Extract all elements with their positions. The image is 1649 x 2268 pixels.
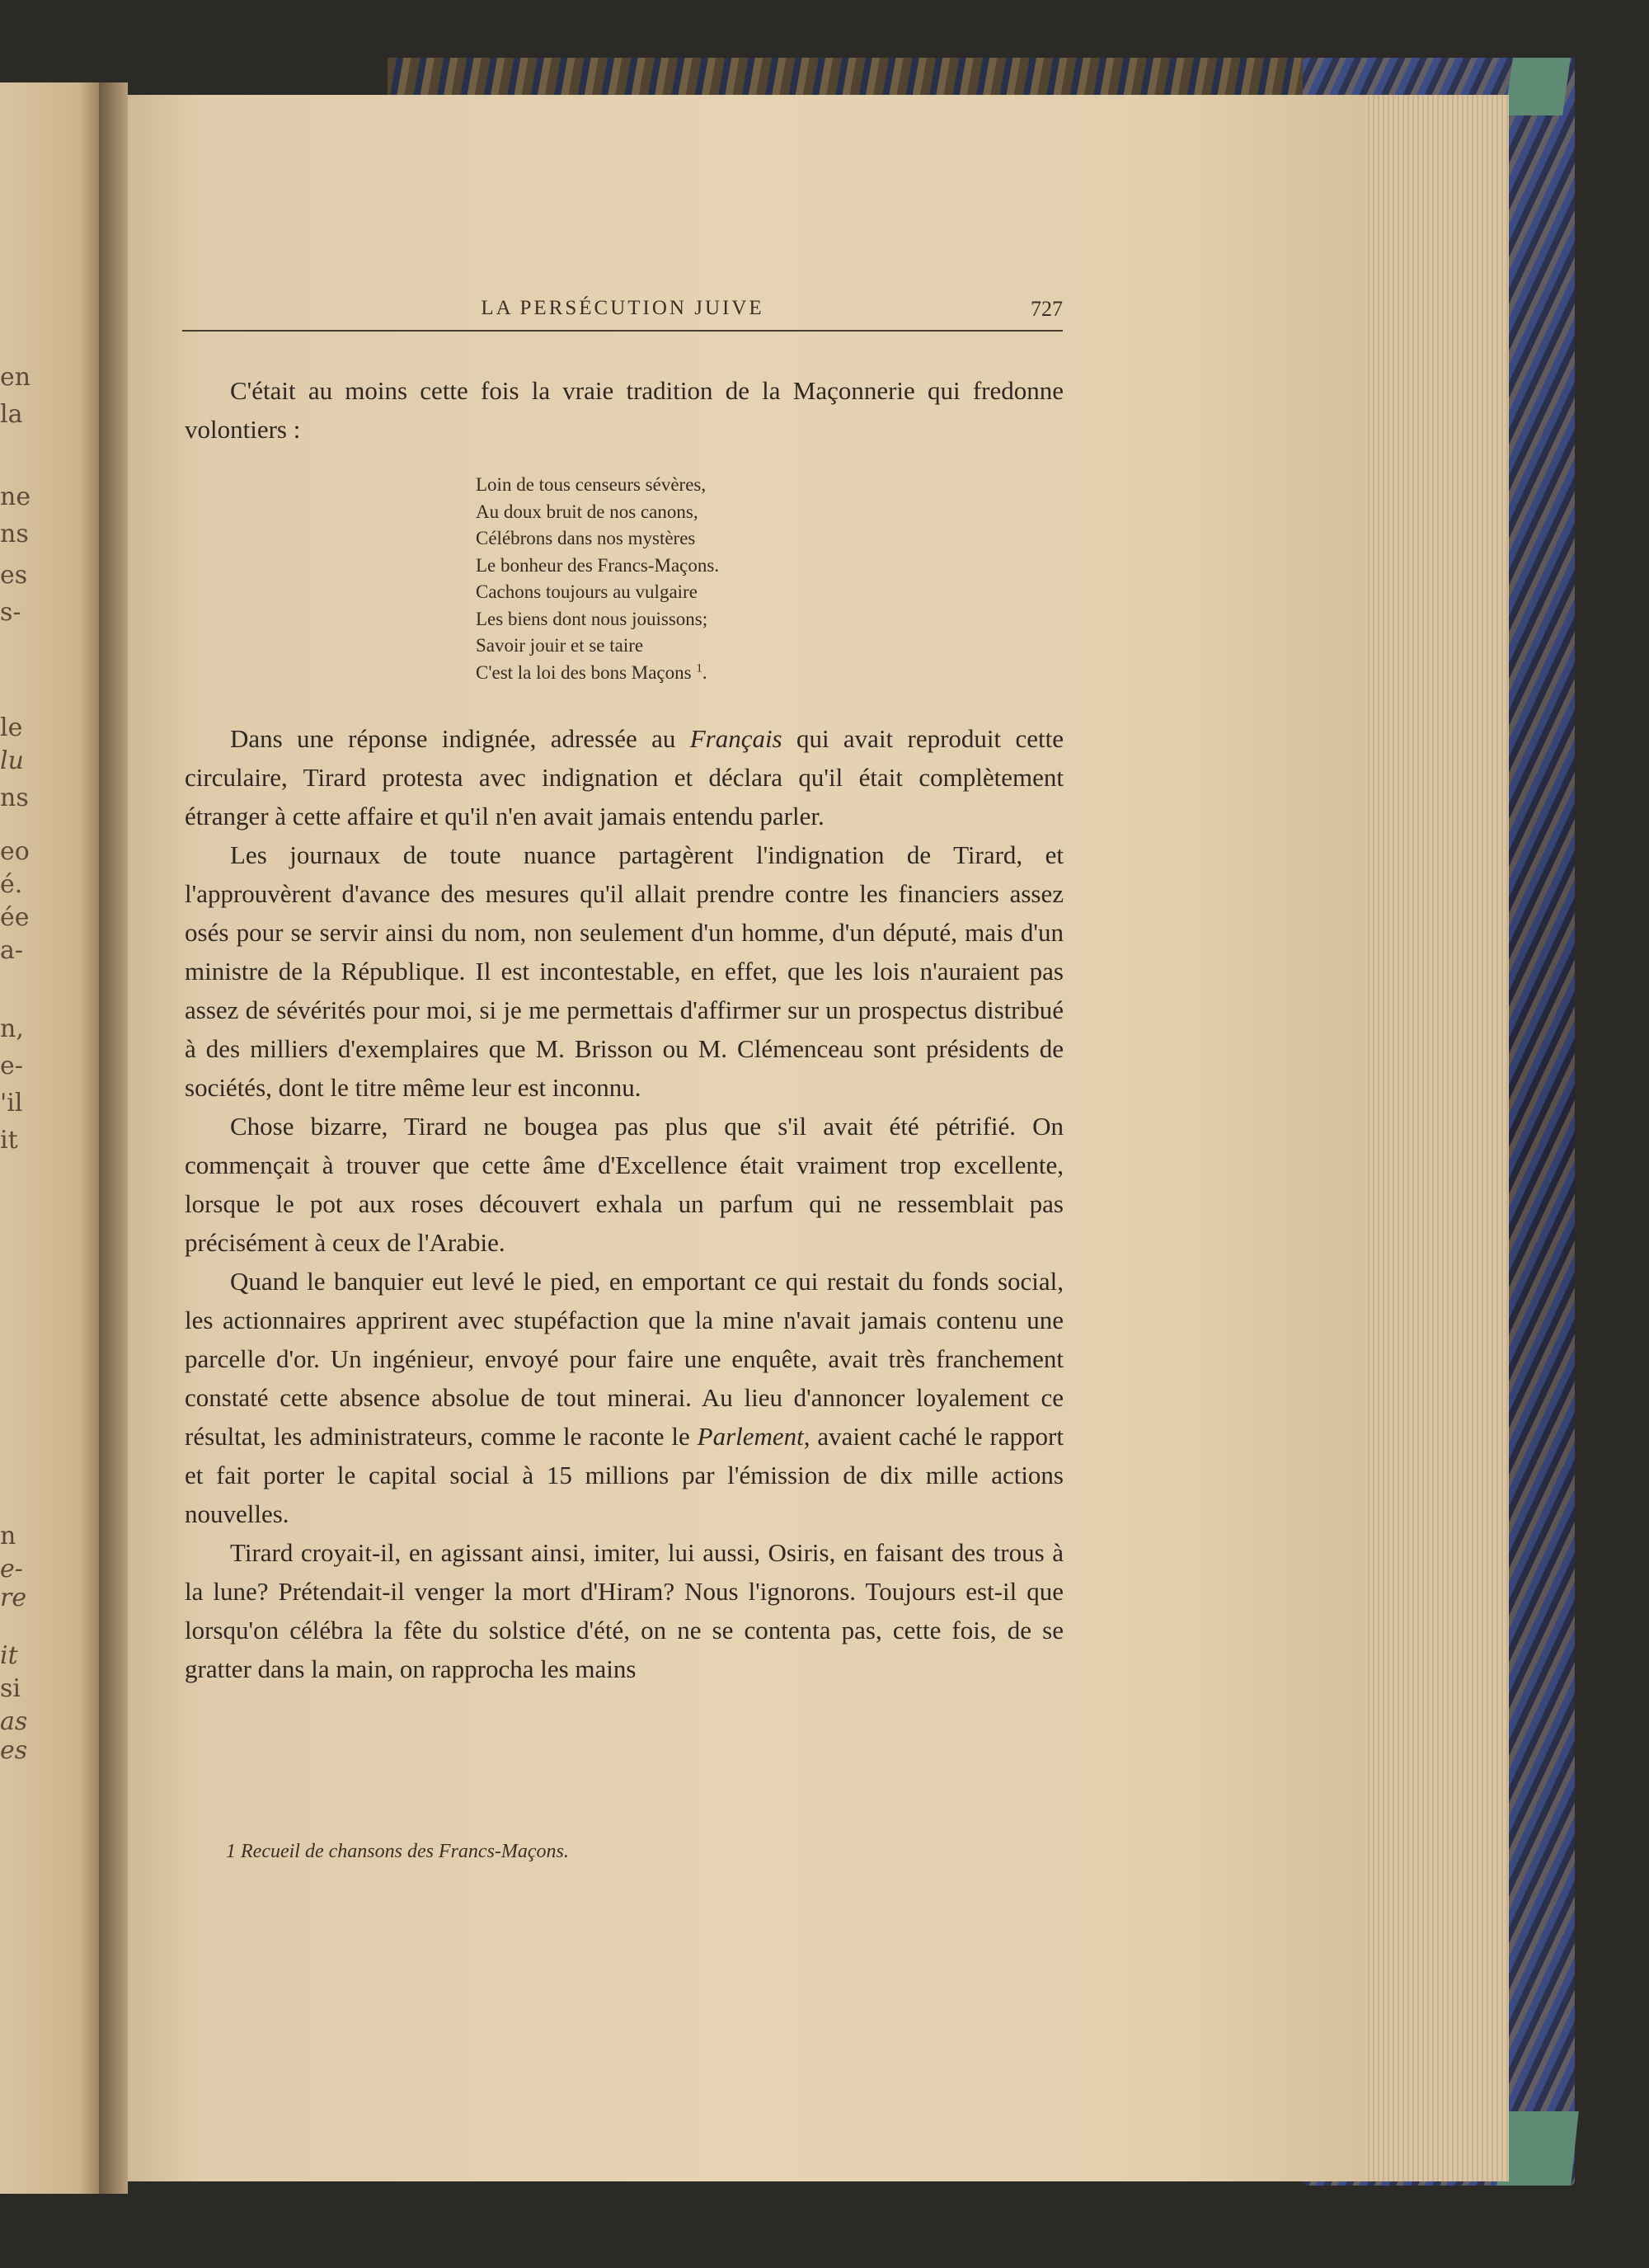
poem-line: Savoir jouir et se taire: [476, 635, 644, 656]
poem-line: Loin de tous censeurs sévères,: [476, 474, 707, 495]
book-gutter: [99, 82, 128, 2194]
newspaper-title: Parlement: [697, 1422, 804, 1451]
paragraph-text: qui avait reproduit cette circulaire, Tirard protesta avec indignation et déclara qu'il était complètement étranger à cette affaire et qu'il n'en avait jamais entendu parler.: [185, 724, 1064, 831]
fragment: it: [0, 1641, 18, 1670]
newspaper-title: Français: [689, 724, 782, 753]
intro-paragraph: C'était au moins cette fois la vraie tradition de la Maçonnerie qui fredonne volontiers :: [185, 376, 1064, 444]
body-text: [185, 371, 1064, 1688]
poem-line: C'est la loi des bons Maçons $^1$.: [476, 661, 707, 683]
poem-line: Au doux bruit de nos canons,: [476, 501, 698, 522]
fragment: a-: [0, 936, 24, 965]
fragment: 'il: [0, 1089, 23, 1118]
paragraph-text: , avaient caché le rapport et fait porter le capital social à 15 millions par l'émission de dix mille actions nouvelles.: [185, 1422, 1064, 1528]
poem-line: Les biens dont nous jouissons;: [476, 608, 708, 629]
footnote-mark: 1: [226, 1841, 236, 1862]
paragraph-tirard: Tirard croyait-il, en agissant ainsi, imiter, lui aussi, Osiris, en faisant des trous à la lune? Prétendait-il venger la mort d'Hiram? Nous l'ignorons. Toujours est-il que lorsqu'on célébra la fête du solstice d'été, on ne se contenta pas, cette fois, de se gratter dans la main, on rapprocha les mains: [185, 1538, 1064, 1683]
previous-page-edge: [0, 82, 99, 2194]
fragment: lu: [0, 746, 24, 775]
footnote-reference: 1: [696, 661, 702, 675]
fragment: n,: [0, 1014, 24, 1043]
fragment: si: [0, 1674, 21, 1703]
fragment: es: [0, 561, 28, 590]
fragment: ée: [0, 903, 30, 932]
page-number: 727: [1031, 297, 1063, 321]
running-head-title: LA PERSÉCUTION JUIVE: [481, 297, 764, 319]
fragment: ne: [0, 482, 31, 511]
paragraph-journaux: Les journaux de toute nuance partagèrent l'indignation de Tirard, et l'approuvèrent d'avance des mesures qu'il allait prendre contre les financiers assez osés pour se servir ainsi du nom, non seulement d'un homme, d'un député, mais d'un ministre de la République. Il est incontestable, en effet, que les lois n'auraient pas assez de sévérités pour moi, si je me permettais d'affirmer sur un prospectus distribué à des milliers d'exemplaires que M. Brisson ou M. Clémenceau sont présidents de sociétés, dont le titre même leur est inconnu.: [185, 840, 1064, 1102]
paragraph-reponse: [185, 719, 1064, 835]
paragraph-chose-bizarre: Chose bizarre, Tirard ne bougea pas plus que s'il avait été pétrifié. On commençait à trouver que cette âme d'Excellence était vraiment trop excellente, lorsque le pot aux roses découvert exhala un parfum qui ne ressemblait pas précisément à ceux de l'Arabie.: [185, 1112, 1064, 1257]
fragment: e-: [0, 1555, 23, 1583]
poem-line: Le bonheur des Francs-Maçons.: [476, 554, 720, 576]
fragment: la: [0, 400, 23, 429]
fragment: es: [0, 1736, 28, 1765]
fragment: s-: [0, 598, 21, 627]
paragraph-text: Quand le banquier eut levé le pied, en emportant ce qui restait du fonds social, les actionnaires apprirent avec stupéfaction que la mine n'avait jamais contenu une parcelle d'or. Un ingénieur, envoyé pour faire une enquête, avait très franchement constaté cette absence absolue de tout minerai. Au lieu d'annoncer loyalement ce résultat, les administrateurs, comme le raconte le: [185, 1267, 1064, 1451]
poem-line: Célébrons dans nos mystères: [476, 528, 696, 548]
fragment: en: [0, 363, 31, 392]
cover-corner-top: [1505, 58, 1571, 115]
footnote: [226, 1841, 569, 1863]
cover-corner-bottom: [1496, 2111, 1578, 2186]
fragment: re: [0, 1583, 27, 1612]
fragment: it: [0, 1126, 18, 1155]
running-head: [182, 297, 1063, 332]
fragment: n: [0, 1522, 16, 1550]
fragment: ns: [0, 520, 29, 548]
paragraph-banquier: [185, 1262, 1064, 1533]
fragment: as: [0, 1707, 28, 1736]
fragment: é.: [0, 870, 23, 899]
paragraph-text: Dans une réponse indignée, adressée au: [230, 724, 690, 753]
poem: [476, 472, 1064, 686]
page-block-edges: [1365, 95, 1509, 2181]
fragment: ns: [0, 783, 29, 812]
poem-line: Cachons toujours au vulgaire: [476, 581, 698, 602]
fragment: eo: [0, 837, 30, 866]
fragment: e-: [0, 1052, 23, 1080]
footnote-text: Recueil de chansons des Francs-Maçons.: [241, 1841, 569, 1862]
fragment: le: [0, 713, 23, 742]
poem-line-text: C'est la loi des bons Maçons: [476, 661, 692, 683]
